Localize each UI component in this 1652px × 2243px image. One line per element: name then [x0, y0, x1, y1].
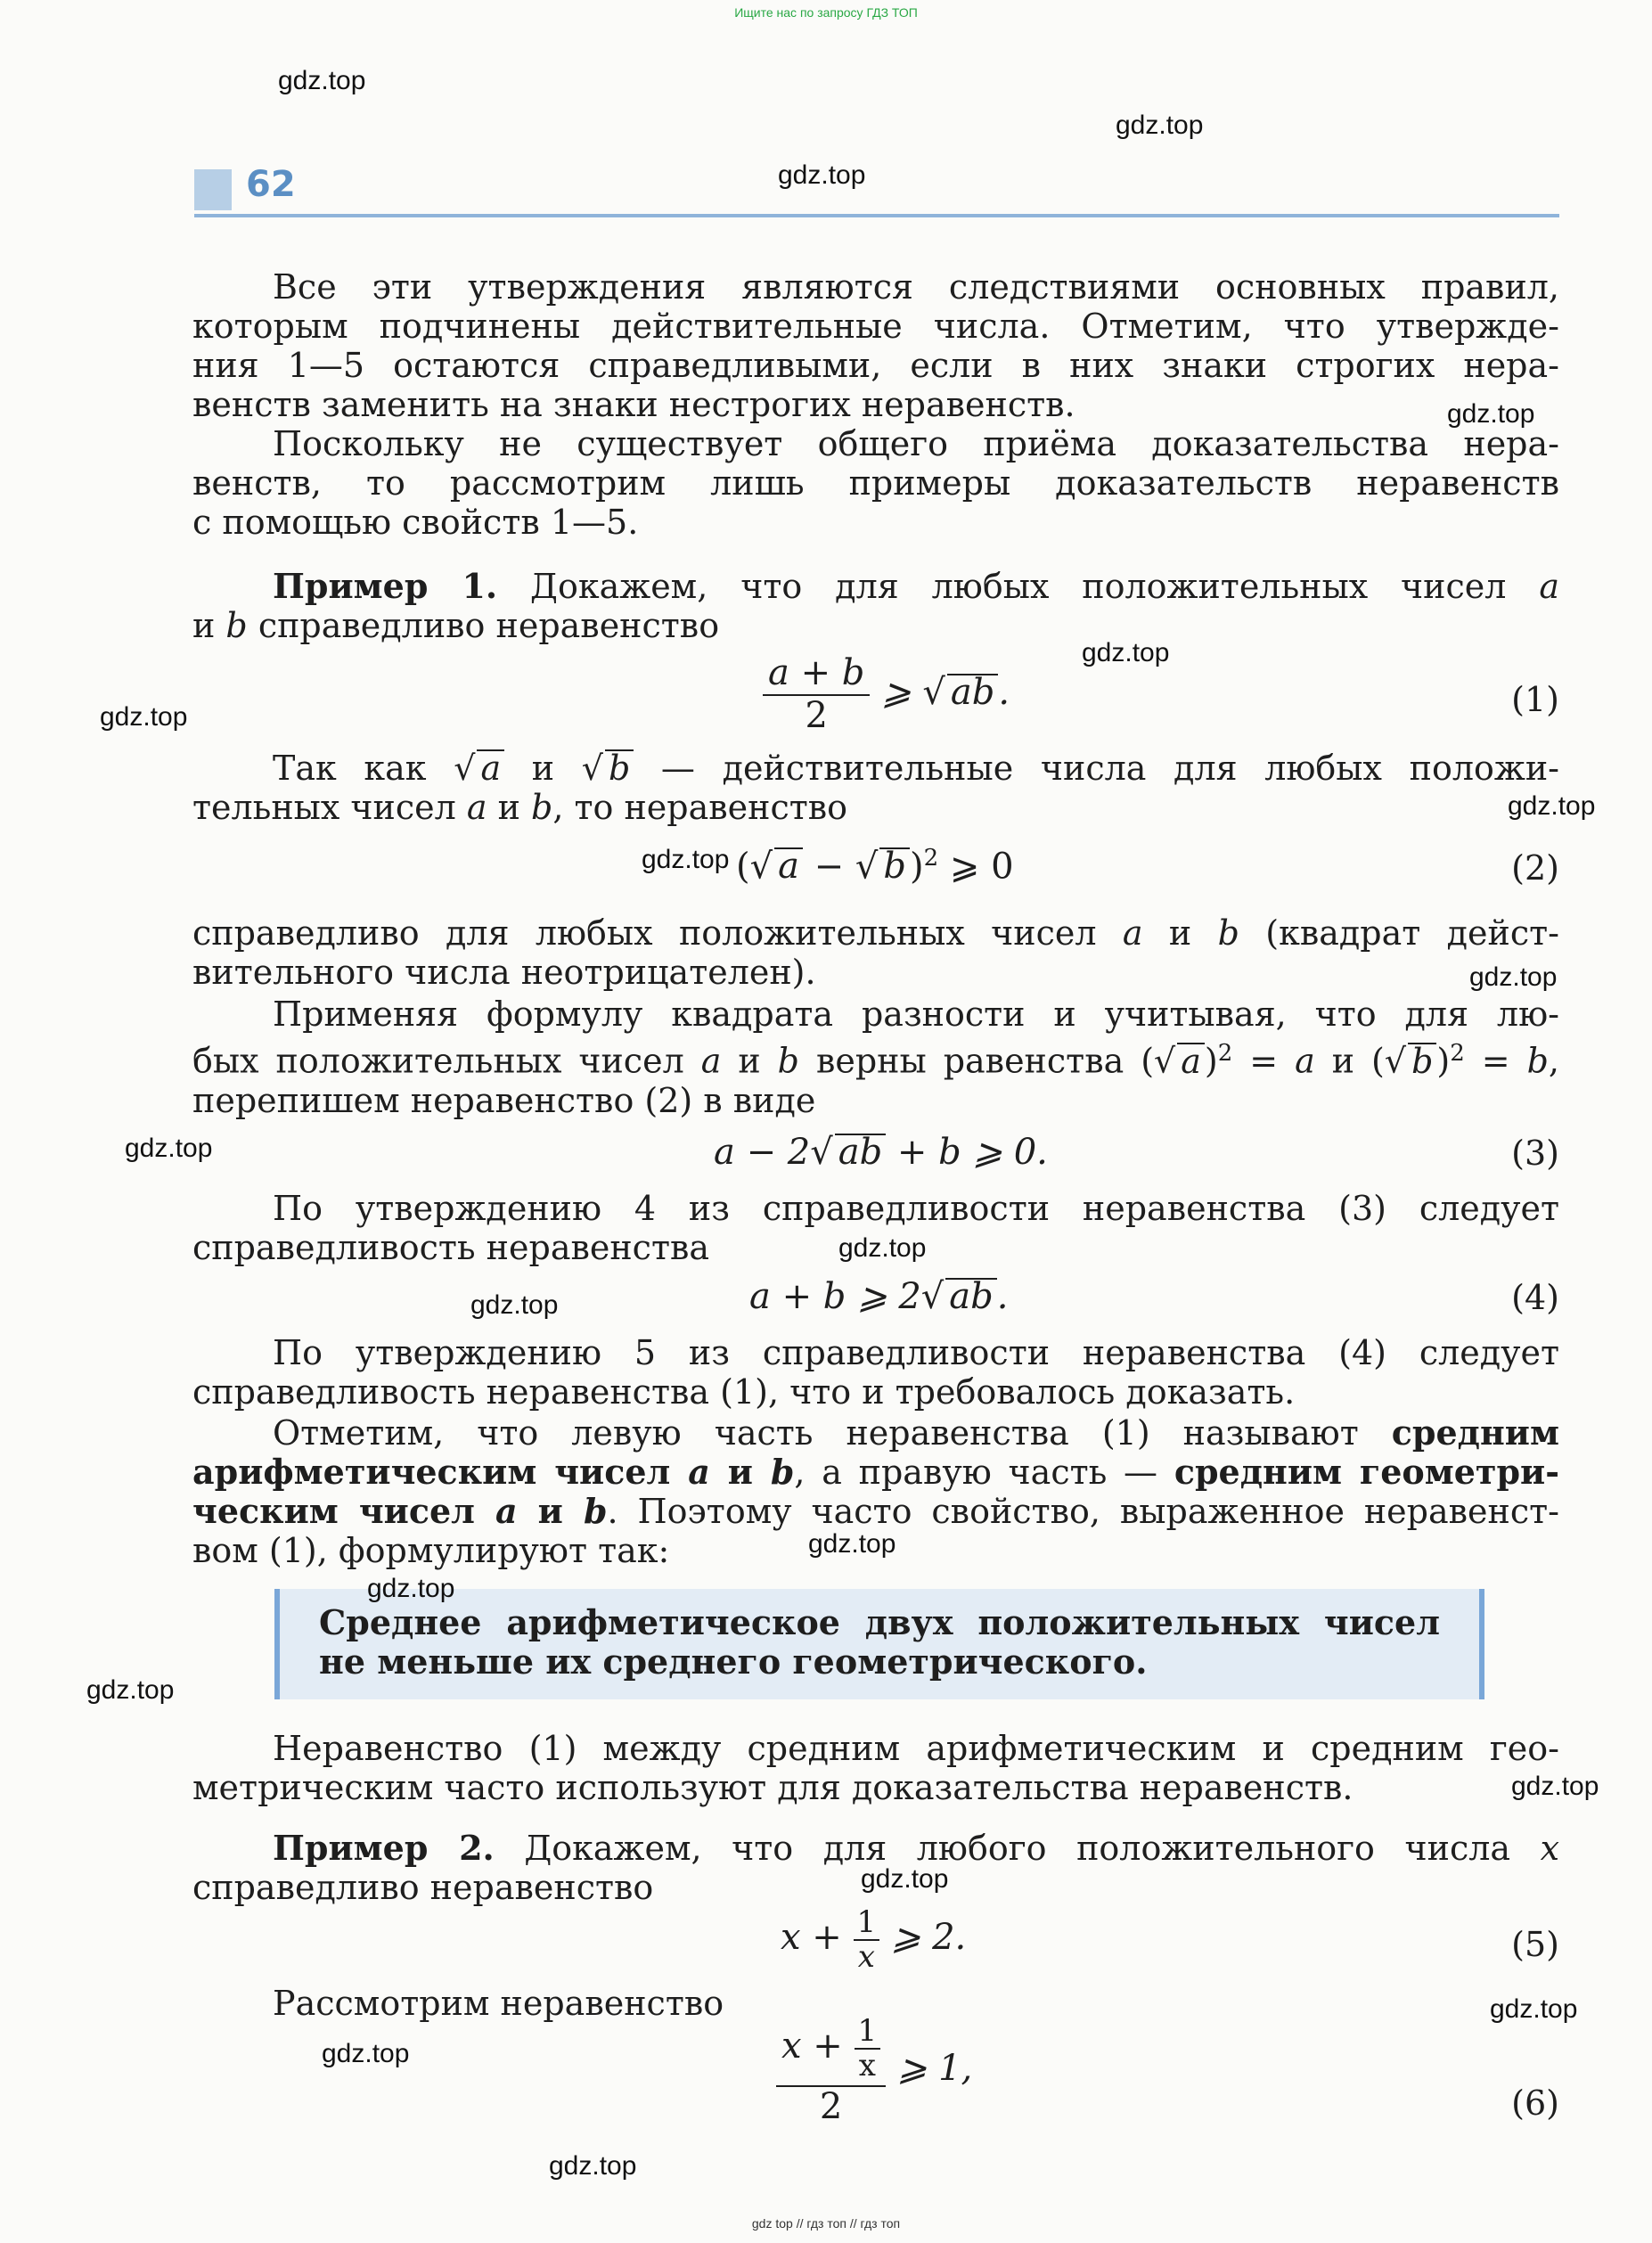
equation-number: (3)	[1511, 1134, 1559, 1173]
formula-4-expression: a + b ⩾ 2√ ab .	[749, 1276, 1009, 1317]
example-2-label: Пример 2.	[273, 1828, 495, 1868]
text-line: справедливо для любых положительных чисел a и b (квадрат дейст-	[192, 913, 1559, 953]
text-line: справедливость неравенства	[192, 1228, 710, 1267]
rule-line: Среднее арифметическое двух положительных чисел	[319, 1602, 1440, 1642]
watermark: gdz.top	[278, 66, 366, 95]
rule-box	[274, 1589, 1484, 1699]
watermark: gdz.top	[86, 1675, 175, 1705]
equation-number: (5)	[1511, 1925, 1559, 1964]
fraction: $\frac{a + b}{2}$	[763, 655, 870, 735]
text-line: метрическим часто используют для доказательства неравенств.	[192, 1768, 1353, 1807]
paragraph-9	[192, 1729, 1559, 1807]
text-line: вом (1), формулируют так:	[192, 1531, 670, 1570]
bottom-note: gdz top // гдз топ // гдз топ	[751, 2216, 901, 2231]
text-line: справедливо неравенство	[192, 1868, 654, 1907]
watermark: gdz.top	[1490, 1994, 1578, 2024]
rule-line: не меньше их среднего геометрического.	[319, 1641, 1148, 1682]
watermark: gdz.top	[470, 1290, 559, 1320]
text-line: вительного числа неотрицателен).	[192, 953, 816, 992]
text-line: арифметическим чисел a и b, а правую часть — средним геометри-	[192, 1452, 1559, 1492]
watermark: gdz.top	[549, 2151, 637, 2181]
example-1-statement	[192, 567, 1559, 645]
paragraph-2	[192, 424, 1559, 542]
page-number: 62	[246, 164, 296, 205]
text-line: Все эти утверждения являются следствиями основных правил,	[273, 267, 1559, 307]
watermark: gdz.top	[1469, 962, 1558, 992]
text-line: венств заменить на знаки нестрогих неравенств.	[192, 385, 1075, 424]
formula-5	[192, 1904, 1559, 1996]
watermark: gdz.top	[367, 1574, 455, 1603]
text-line: Пример 1. Докажем, что для любых положительных чисел a	[273, 566, 1559, 606]
paragraph-1	[192, 267, 1559, 424]
text-line: По утверждению 5 из справедливости неравенства (4) следует	[273, 1333, 1559, 1372]
text-line: с помощью свойств 1—5.	[192, 503, 639, 542]
paragraph-7	[192, 1333, 1559, 1412]
formula-6	[192, 2013, 1559, 2141]
text-line: Отметим, что левую часть неравенства (1) называют средним	[273, 1412, 1559, 1453]
paragraph-5	[192, 995, 1559, 1120]
text-line: Так как √ a и √ b — действительные числа для любых положи-	[273, 749, 1559, 788]
watermark: gdz.top	[125, 1134, 213, 1163]
paragraph-4	[192, 913, 1559, 992]
text-line: которым подчинены действительные числа. Отметим, что утвержде-	[192, 307, 1559, 346]
watermark: gdz.top	[322, 2039, 410, 2068]
formula-2-expression: (√ a − √ b )$^2$ ⩾ 0	[736, 845, 1014, 888]
text-line: Рассмотрим неравенство	[273, 1984, 724, 2023]
paragraph-3	[192, 749, 1559, 827]
watermark: gdz.top	[100, 702, 188, 732]
text-line: перепишем неравенство (2) в виде	[192, 1080, 816, 1120]
watermark: gdz.top	[1116, 111, 1204, 140]
text-line: справедливость неравенства (1), что и требовалось доказать.	[192, 1372, 1296, 1412]
formula-1-expression: $\frac{a + b}{2}$ ⩾ √ ab .	[763, 655, 1010, 735]
watermark: gdz.top	[808, 1529, 896, 1559]
formula-3-expression: a − 2√ ab + b ⩾ 0.	[714, 1132, 1048, 1173]
watermark: gdz.top	[642, 845, 730, 874]
equation-number: (1)	[1511, 680, 1559, 719]
watermark: gdz.top	[1508, 791, 1596, 821]
watermark: gdz.top	[1447, 399, 1535, 429]
header-rule	[194, 214, 1559, 217]
watermark: gdz.top	[1511, 1772, 1599, 1801]
text-line: венств, то рассмотрим лишь примеры доказательств неравенств	[192, 463, 1559, 503]
text-line: ния 1—5 остаются справедливыми, если в них знаки строгих нера-	[192, 346, 1559, 385]
text-line: и b справедливо неравенство	[192, 606, 720, 645]
text-line: Пример 2. Докажем, что для любого положительного числа x	[273, 1828, 1560, 1868]
sqrt-sign: √	[922, 672, 945, 713]
page-header	[194, 162, 1559, 217]
text-line: Неравенство (1) между средним арифметическим и средним гео-	[273, 1729, 1559, 1768]
text-line: тельных чисел a и b, то неравенство	[192, 788, 848, 827]
equation-number: (4)	[1511, 1278, 1559, 1317]
formula-5-expression: x + $\frac{1}{x}$ ⩾ 2.	[781, 1904, 967, 1975]
fraction: x + $\frac{1}{x}$ 2	[776, 2016, 886, 2126]
watermark: gdz.top	[1082, 638, 1170, 667]
example-1-label: Пример 1.	[273, 566, 498, 606]
text-line: ческим чисел a и b. Поэтому часто свойство, выраженное неравенст-	[192, 1491, 1559, 1531]
text-line: Поскольку не существует общего приёма доказательства нера-	[273, 424, 1559, 463]
watermark: gdz.top	[838, 1233, 927, 1263]
page-tab	[194, 169, 232, 210]
top-note: Ищите нас по запросу ГДЗ ТОП	[734, 5, 918, 20]
formula-6-expression: x + $\frac{1}{x}$ 2 ⩾ 1,	[776, 2016, 972, 2126]
equation-number: (6)	[1511, 2083, 1559, 2123]
text-line: бых положительных чисел a и b верны равенства (√ a )$^2$ = a и (√ b )$^2$ = b,	[192, 1040, 1559, 1081]
watermark: gdz.top	[861, 1864, 949, 1894]
fraction: $\frac{1}{x}$	[854, 1907, 880, 1973]
watermark: gdz.top	[778, 160, 866, 190]
text-line: Применяя формулу квадрата разности и учитывая, что для лю-	[273, 995, 1559, 1034]
text-line: По утверждению 4 из справедливости неравенства (3) следует	[273, 1189, 1559, 1228]
equation-number: (2)	[1511, 848, 1559, 888]
